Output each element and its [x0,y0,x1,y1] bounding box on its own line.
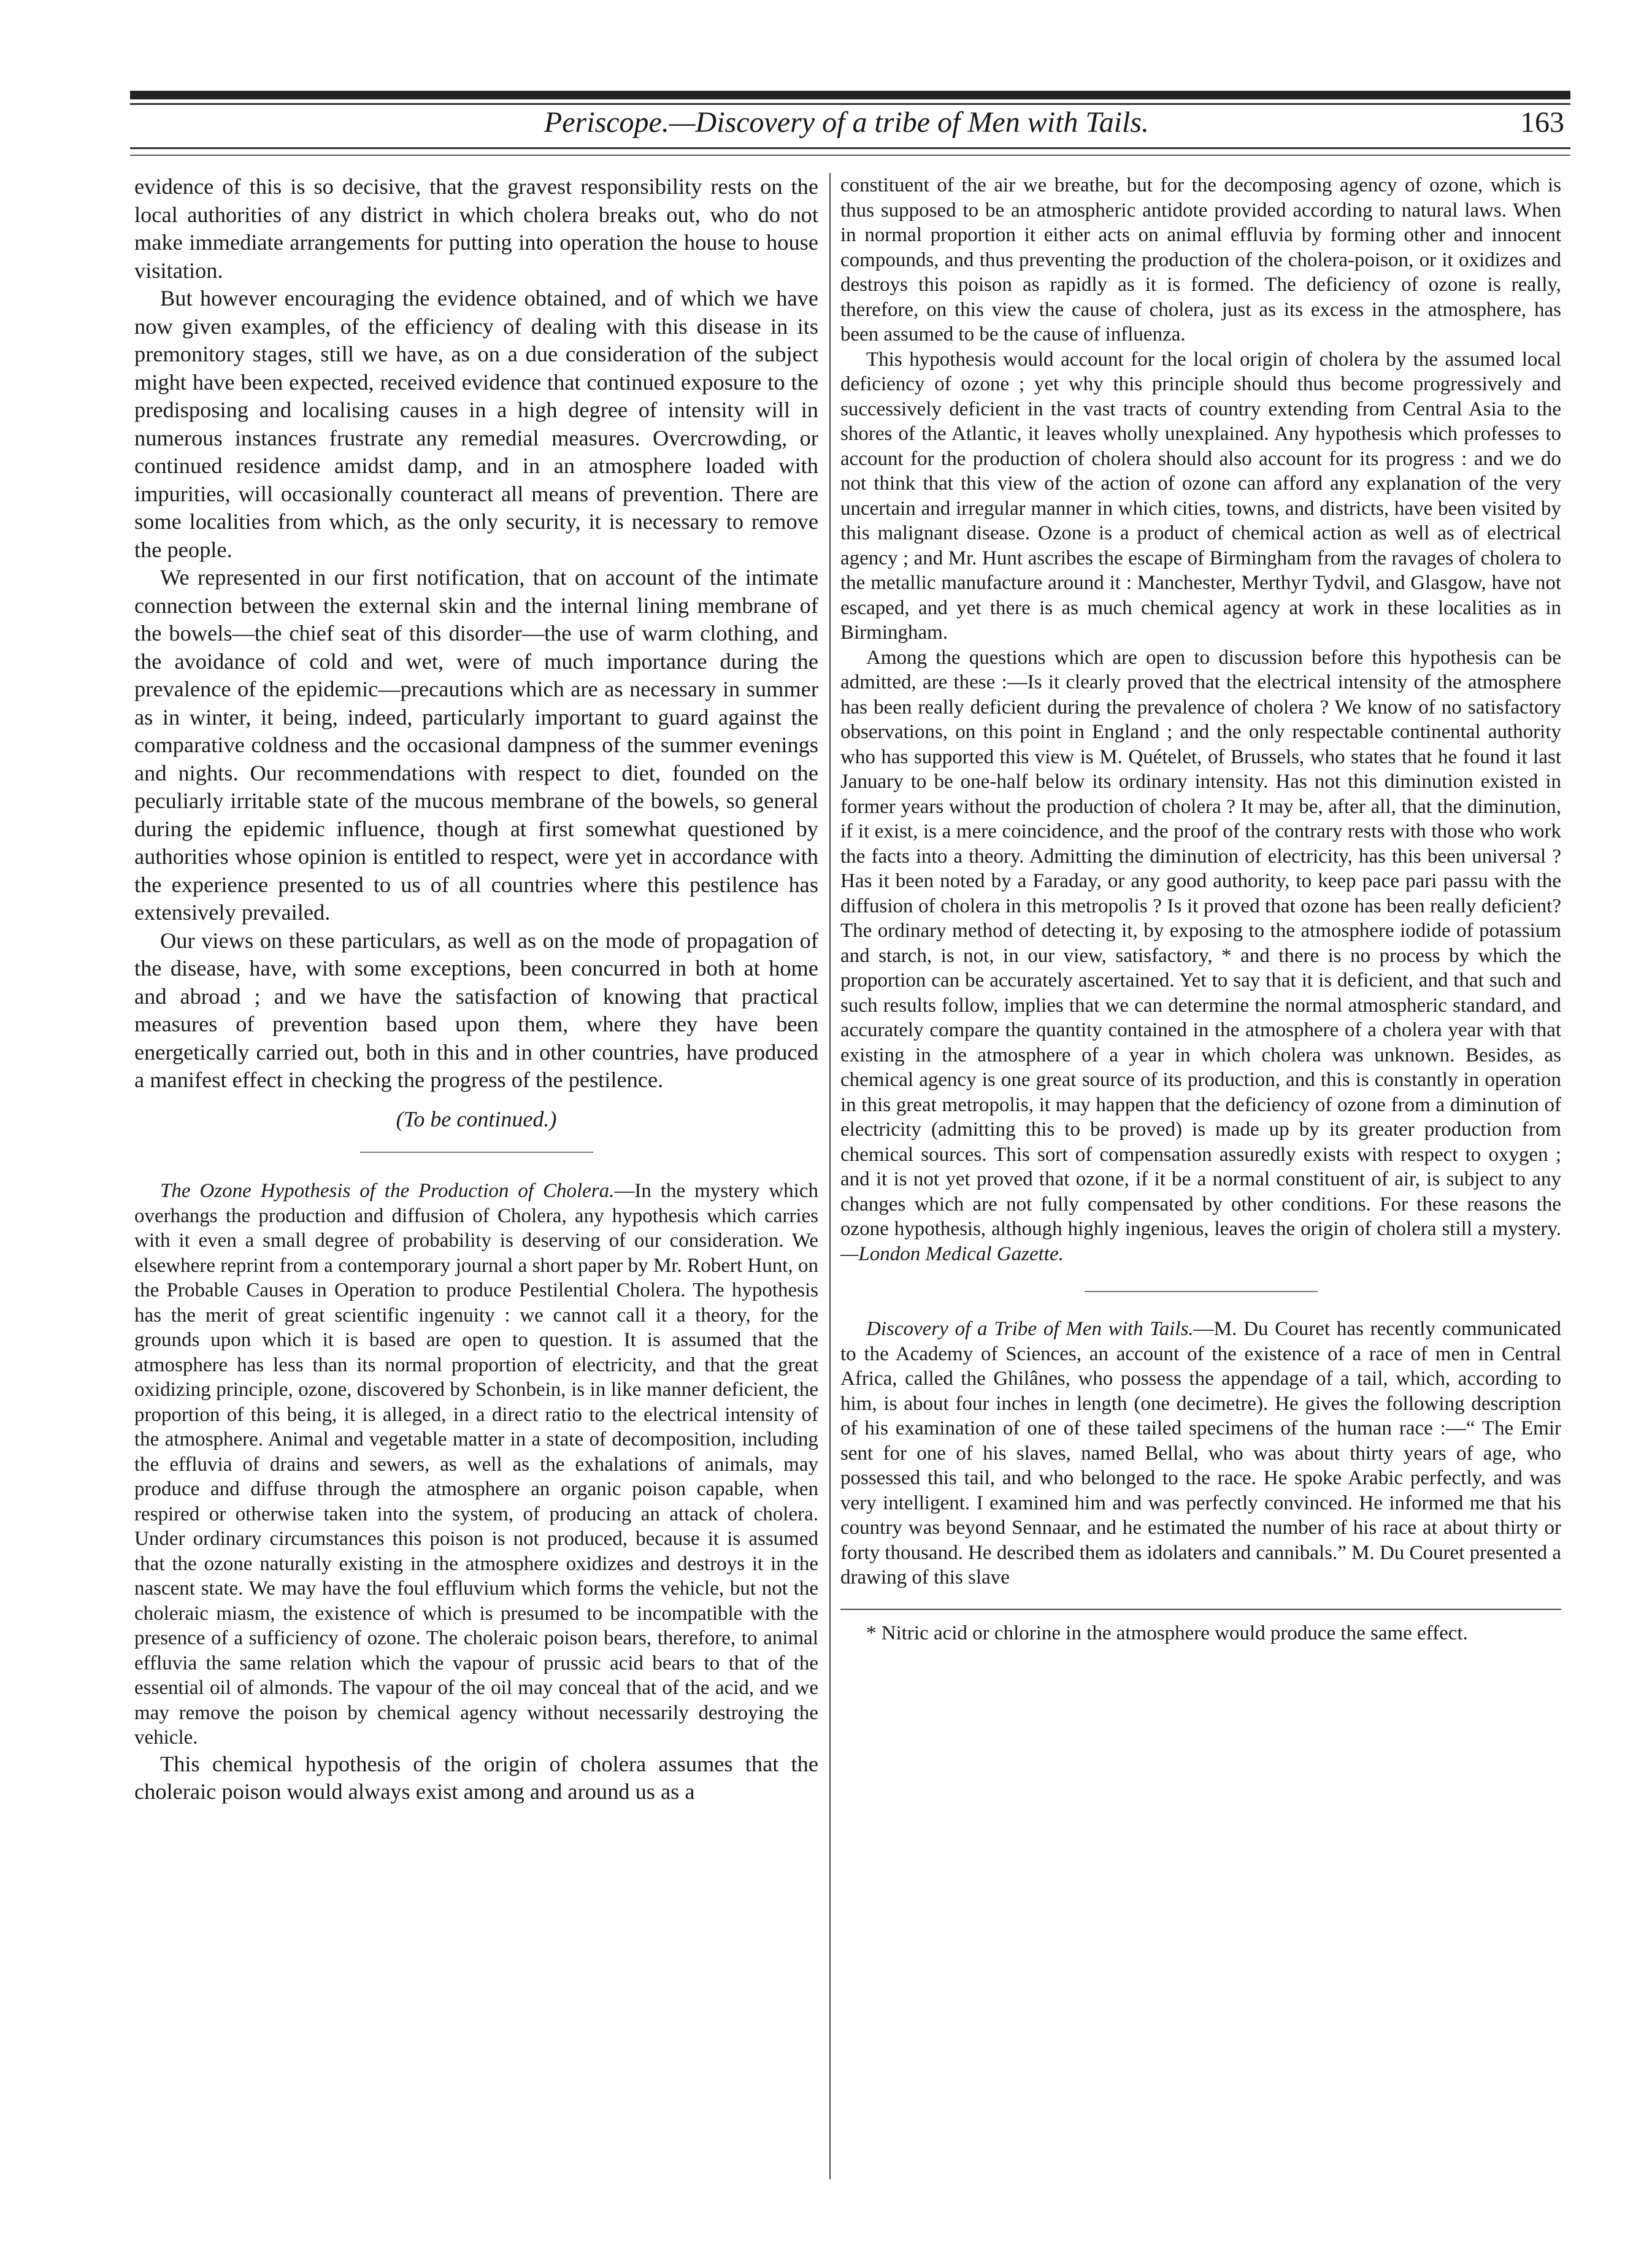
paragraph: evidence of this is so decisive, that the gravest responsibility rests on the local authorities of any district in which cholera breaks out, who do not make immediate arrangements for putting into operation the house to house visitation. [134,174,818,283]
column-divider [829,173,831,2179]
tails-article-body: —M. Du Couret has recently communicated to the Academy of Sciences, an account of the existence of a race of men in Central Africa, called the Ghilânes, who possess the appendage of a tail, which, according to him, is about four inches in length (one decimetre). He gives the following description of his examination of one of these tailed specimens of the human race :—“ The Emir sent for one of his slaves, named Bellal, who was about thirty years of age, who possessed this tail, and who belonged to the race. He spoke Arabic perfectly, and was very intelligent. I examined him and was perfectly convinced. He informed me that his country was beyond Sennaar, and he estimated the number of his race at about thirty or forty thousand. He described them as idolaters and cannibals.” M. Du Couret presented a drawing of this slave [840,1318,1561,1588]
header-bottom-rule [130,147,1570,149]
section-separator [1085,1291,1318,1292]
footnote: * Nitric acid or chlorine in the atmosphere would produce the same effect. [866,1622,1468,1644]
paragraph: This hypothesis would account for the local origin of cholera by the assumed local deficiency of ozone ; yet why this principle should thus become progressively and successively deficient in the vast tracts of country extending from Central Asia to the shores of the Atlantic, it leaves wholly unexplained. Any hypothesis which professes to account for the production of cholera should also account for its progress : and we do not think that this view of the action of ozone can afford any explanation of the very uncertain and irregular manner in which cities, towns, and districts, have been visited by this malignant disease. Ozone is a product of chemical action as well as of electrical agency ; and Mr. Hunt ascribes the escape of Birmingham from the ravages of cholera to the metallic manufacture around it : Manchester, Merthyr Tydvil, and Glasgow, have not escaped, and yet there is as much chemical agency at work in these localities as in Birmingham. [840,348,1561,644]
paragraph: constituent of the air we breathe, but for the decomposing agency of ozone, which is thus supposed to be an atmospheric antidote provided according to natural laws. When in normal proportion it either acts on animal effluvia by forming other and innocent compounds, and thus preventing the production of the cholera-poison, or it oxidizes and destroys this poison as rapidly as it is formed. The deficiency of ozone is really, therefore, on this view the cause of cholera, just as its excess in the atmosphere, has been assumed to be the cause of influenza. [840,174,1561,345]
footnote-rule [840,1609,1561,1610]
left-column [134,173,818,1806]
right-column [840,173,1561,1646]
header-thin-rule [130,103,1570,105]
paragraph: Our views on these particulars, as well as on the mode of propagation of the disease, have, with some exceptions, been concurred in both at home and abroad ; and we have the satisfaction of knowing that practical measures of prevention based upon them, where they have been energetically carried out, both in this and in other countries, have produced a manifest effect in checking the progress of the pestilence. [134,928,818,1092]
running-title: Periscope.—Discovery of a tribe of Men with Tails. [544,106,1150,139]
paragraph-text: Among the questions which are open to discussion before this hypothesis can be admitted, are these :—Is it clearly proved that the electrical intensity of the atmosphere has been really deficient during the prevalence of cholera ? We know of no satisfactory observations, on this point in England ; and the only respectable continental authority who has supported this view is M. Quételet, of Brussels, who states that he found it last January to be one-half below its ordinary intensity. Has not this diminution existed in former years without the production of cholera ? It may be, after all, that the diminution, if it exist, is a mere coincidence, and the proof of the contrary rests with those who work the facts into a theory. Admitting the diminution of electricity, has this been universal ? Has it been noted by a Faraday, or any good authority, to keep pace pari passu with the diffusion of cholera in this metropolis ? Is it proved that ozone has been really deficient? The ordinary method of detecting it, by exposing to the atmosphere iodide of potassium and starch, is not, in our view, satisfactory, * and there is no process by which the proportion can be accurately ascertained. Yet to say that it is deficient, and that such and such results follow, implies that we can determine the normal atmospheric standard, and accurately compare the quantity contained in the atmosphere of a cholera year with that existing in the atmosphere of a year in which cholera was unknown. Besides, as chemical agency is one great source of its production, and this is constantly in operation in this great metropolis, it may happen that the deficiency of ozone from a diminution of electricity (admitting this to be proved) is made up by its greater production from chemical sources. This sort of compensation assuredly exists with respect to oxygen ; and it is not yet proved that ozone, if it be a normal constituent of air, is subject to any changes which are not fully compensated by other conditions. For these reasons the ozone hypothesis, although highly ingenious, leaves the origin of cholera still a mystery. [840,646,1561,1240]
ozone-article [134,1179,818,1750]
ozone-article-body: —In the mystery which overhangs the production and diffusion of Cholera, any hypothesis which carries with it even a small degree of probability is deserving of our consideration. We elsewhere reprint from a contemporary journal a short paper by Mr. Robert Hunt, on the Probable Causes in Operation to produce Pestilential Cholera. The hypothesis has the merit of great scientific ingenuity : we cannot call it a theory, for the grounds upon which it is based are open to question. It is assumed that the atmosphere has less than its normal proportion of electricity, and that the great oxidizing principle, ozone, discovered by Schonbein, is in like manner deficient, the proportion of this being, it is alleged, in a direct ratio to the electrical intensity of the atmosphere. Animal and vegetable matter in a state of decomposition, including the effluvia of drains and sewers, as well as the exhalations of animals, may produce and diffuse through the atmosphere an organic poison capable, when respired or otherwise taken into the system, of producing an attack of cholera. Under ordinary circumstances this poison is not produced, because it is assumed that the ozone naturally existing in the atmosphere oxidizes and destroys it in the nascent state. We may have the foul effluvium which forms the vehicle, but not the choleraic miasm, the existence of which is presumed to be incompatible with the presence of a sufficiency of ozone. The choleraic poison bears, therefore, to animal effluvia the same relation which the vapour of prussic acid bears to that of the essential oil of almonds. The vapour of the oil may conceal that of the acid, and we may remove the poison by chemical agency without necessarily destroying the vehicle. [134,1180,818,1749]
paragraph: This chemical hypothesis of the origin of cholera assumes that the choleraic poison would always exist among and around us as a [134,1751,818,1804]
header-thick-rule [130,91,1570,99]
section-separator [360,1152,593,1153]
page-number: 163 [1520,106,1564,139]
paragraph: We represented in our first notification, that on account of the intimate connection between the external skin and the internal lining membrane of the bowels—the chief seat of this disorder—the use of warm clothing, and the avoidance of cold and wet, were of much importance during the prevalence of the epidemic—precautions which are as necessary in summer as in winter, it being, indeed, particularly important to guard against the comparative coldness and the occasional dampness of the summer evenings and nights. Our recommendations with respect to diet, founded on the peculiarly irritable state of the mucous membrane of the bowels, so general during the epidemic influence, though at first somewhat questioned by authorities whose opinion is entitled to respect, were yet in accordance with the experience presented to us of all countries where this pestilence has extensively prevailed. [134,565,818,925]
paragraph [840,645,1561,1267]
to-be-continued: (To be continued.) [396,1106,557,1131]
ozone-article-title: The Ozone Hypothesis of the Production of Cholera. [160,1180,615,1202]
source-citation: —London Medical Gazette. [840,1242,1064,1265]
tails-article [840,1317,1561,1590]
paragraph: But however encouraging the evidence obtained, and of which we have now given examples, of the efficiency of dealing with this disease in its premonitory stages, still we have, as on a due consideration of the subject might have been expected, received evidence that continued exposure to the predisposing and localising causes in a high degree of intensity will in numerous instances frustrate any remedial measures. Overcrowding, or continued residence amidst damp, and in an atmosphere loaded with impurities, will occasionally counteract all means of prevention. There are some localities from which, as the only security, it is necessary to remove the people. [134,286,818,562]
header-bottom-rule-2 [130,155,1570,156]
tails-article-title: Discovery of a Tribe of Men with Tails. [866,1318,1194,1340]
